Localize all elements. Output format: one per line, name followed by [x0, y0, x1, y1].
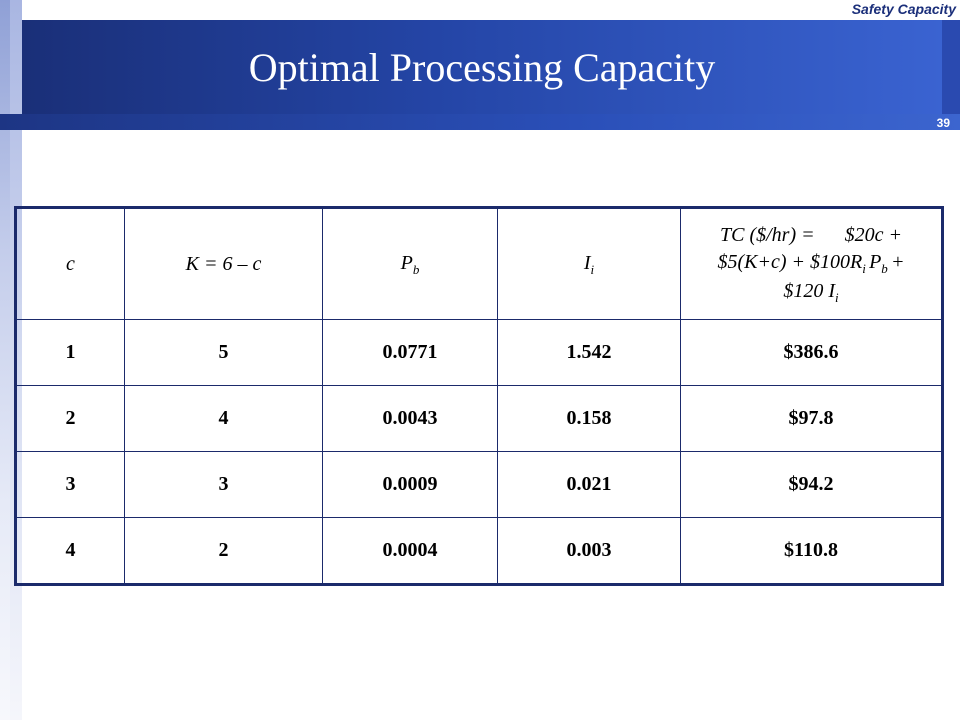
header-ii: [498, 208, 681, 320]
cell-pb: 0.0043: [323, 386, 498, 452]
table-row: [16, 386, 943, 452]
header-tc-line2-sub2: b: [881, 260, 892, 276]
cell-tc: $94.2: [681, 452, 943, 518]
table-row: [16, 452, 943, 518]
banner-top-bar: [22, 0, 960, 20]
cell-k: 2: [125, 518, 323, 585]
cell-tc: $110.8: [681, 518, 943, 585]
cell-k: 5: [125, 320, 323, 386]
header-tc: [681, 208, 943, 320]
header-pb-main: P: [400, 251, 413, 274]
cell-ii: 0.158: [498, 386, 681, 452]
header-pb: [323, 208, 498, 320]
cell-pb: 0.0004: [323, 518, 498, 585]
header-c: c: [16, 208, 125, 320]
banner-bottom-band: [0, 114, 960, 130]
header-tc-line3-sub: i: [835, 289, 839, 305]
cell-c: 4: [16, 518, 125, 585]
cell-ii: 0.021: [498, 452, 681, 518]
cell-ii: 1.542: [498, 320, 681, 386]
header-tc-line2b: P: [869, 250, 882, 273]
cell-ii: 0.003: [498, 518, 681, 585]
header-ii-sub: i: [590, 261, 595, 277]
page-number: 39: [936, 116, 950, 130]
cell-c: 1: [16, 320, 125, 386]
cell-pb: 0.0771: [323, 320, 498, 386]
header-tc-line3a: $120 I: [783, 279, 836, 302]
cell-c: 2: [16, 386, 125, 452]
header-tc-line2c: +: [891, 250, 905, 273]
header-tc-line1: TC ($/hr) = $20c +: [720, 223, 902, 246]
header-tc-line2-sub1: i: [862, 260, 870, 276]
cell-pb: 0.0009: [323, 452, 498, 518]
cell-tc: $97.8: [681, 386, 943, 452]
cell-k: 4: [125, 386, 323, 452]
table-row: [16, 320, 943, 386]
header-ii-main: I: [583, 251, 591, 274]
table-row: [16, 518, 943, 585]
header-pb-sub: b: [412, 261, 420, 277]
cell-k: 3: [125, 452, 323, 518]
capacity-table: [14, 206, 944, 586]
header-tc-line2a: $5(K+c) + $100R: [717, 250, 863, 273]
slide-title: Optimal Processing Capacity: [248, 45, 716, 90]
table-header-row: [16, 208, 943, 320]
section-label: Safety Capacity: [851, 1, 956, 17]
header-k: K = 6 – c: [125, 208, 323, 320]
cell-tc: $386.6: [681, 320, 943, 386]
cell-c: 3: [16, 452, 125, 518]
